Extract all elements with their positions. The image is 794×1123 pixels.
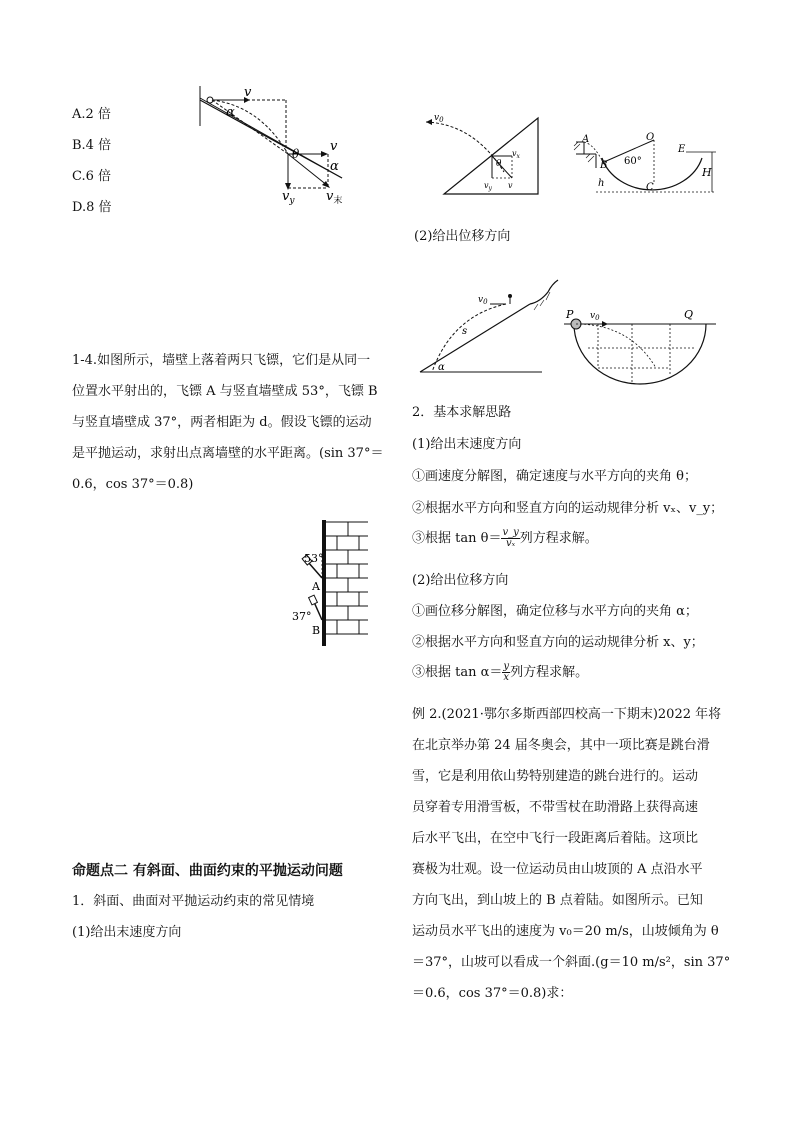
section-2-title: 命题点二 有斜面、曲面约束的平抛运动问题	[72, 863, 343, 879]
label-theta-incline: θ	[496, 159, 502, 169]
label-semi-q: Q	[684, 308, 694, 321]
example-line-4: 员穿着专用滑雪板，不带雪杖在助滑路上获得高速	[412, 800, 699, 815]
label-v-incline: v	[508, 181, 513, 190]
problem-line-2: 位置水平射出的，飞镖 A 与竖直墙壁成 53°，飞镖 B	[72, 384, 378, 399]
basic-s2: ②根据水平方向和竖直方向的运动规律分析 vₓ、v_y；	[412, 501, 724, 516]
section-2-sub1: 1．斜面、曲面对平抛运动约束的常见情境	[72, 894, 315, 909]
example-line-3: 雪，它是利用依山势特别建造的跳台进行的。运动	[412, 769, 699, 784]
basic-s3: ③根据 tan θ＝ $\frac{v\_y}{\text{vₓ}}$ 列方程求解。	[412, 527, 598, 549]
example-line-1: 例 2.(2021·鄂尔多斯西部四校高一下期末)2022 年将	[412, 707, 722, 722]
label-alpha2: α	[330, 159, 339, 174]
label-b: B	[312, 624, 321, 637]
label-bowl-60: 60°	[624, 156, 642, 167]
basic-p1: (1)给出末速度方向	[412, 437, 522, 452]
label-v-top: v	[244, 85, 252, 100]
figure-wall-darts	[292, 518, 372, 648]
label-v0: $v_0$	[434, 113, 444, 124]
figure-velocity-incline	[190, 86, 360, 206]
label-37: 37°	[292, 610, 312, 623]
basic-s1: ①画速度分解图，确定速度与水平方向的夹角 θ；	[412, 469, 697, 484]
problem-line-1: 1-4.如图所示，墙壁上落着两只飞镖，它们是从同一	[72, 353, 371, 368]
label-bowl-c: C	[646, 182, 654, 193]
basic-p2: (2)给出位移方向	[412, 573, 509, 588]
label-vy-incline: $v_y$	[484, 181, 492, 192]
basic-t1: ①画位移分解图，确定位移与水平方向的夹角 α；	[412, 604, 698, 619]
option-a: A.2 倍	[72, 107, 111, 122]
example-line-5: 后水平飞出，在空中飞行一段距离后着陆。这项比	[412, 831, 699, 846]
label-alpha: α	[226, 105, 235, 120]
label-bowl-e: E	[678, 144, 686, 155]
section-2-sub1a: (1)给出末速度方向	[72, 925, 182, 940]
label-slope-s: s	[462, 326, 468, 337]
label-v-right: v	[330, 139, 338, 154]
label-bowl-o: O	[646, 132, 655, 143]
label-semi-v0: $v_0$	[590, 311, 600, 322]
label-bowl-b: B	[600, 160, 608, 171]
label-bowl-big-h: H	[702, 166, 712, 179]
example-line-2: 在北京举办第 24 届冬奥会，其中一项比赛是跳台滑	[412, 738, 710, 753]
option-d: D.8 倍	[72, 200, 112, 215]
problem-line-3: 与竖直墙壁成 37°，两者相距为 d。假设飞镖的运动	[72, 415, 372, 430]
problem-line-5: 0.6，cos 37°＝0.8)	[72, 477, 194, 492]
problem-line-4: 是平抛运动，求射出点离墙壁的水平距离。(sin 37°＝	[72, 446, 384, 461]
label-vy: $v_y$	[282, 189, 295, 206]
label-bowl-h: h	[598, 178, 605, 189]
label-vend: $v_末$	[326, 189, 343, 206]
label-bowl-a: A	[582, 134, 590, 145]
figure-semicircle	[560, 308, 720, 398]
label-semi-p: P	[566, 308, 574, 321]
option-c: C.6 倍	[72, 169, 112, 184]
basic-t3: ③根据 tan α＝ $\frac{y}{x}$ 列方程求解。	[412, 661, 589, 683]
label-theta: θ	[292, 147, 300, 161]
label-53: 53°	[304, 552, 324, 565]
example-line-6: 赛极为壮观。设一位运动员由山坡顶的 A 点沿水平	[412, 862, 703, 877]
basic-t2: ②根据水平方向和竖直方向的运动规律分析 x、y；	[412, 635, 704, 650]
right-sub2: (2)给出位移方向	[414, 229, 511, 244]
label-slope-alpha: α	[438, 362, 445, 373]
label-a: A	[312, 580, 320, 593]
example-line-10: ＝0.6，cos 37°＝0.8)求：	[412, 986, 573, 1001]
figure-incline-velocity	[414, 112, 544, 202]
option-b: B.4 倍	[72, 138, 112, 153]
label-slope-v0: $v_0$	[478, 295, 488, 306]
example-line-8: 运动员水平飞出的速度为 v₀＝20 m/s，山坡倾角为 θ	[412, 924, 719, 939]
figure-bowl	[566, 130, 726, 200]
label-vx: $v_x$	[512, 149, 520, 160]
example-line-7: 方向飞出，到山坡上的 B 点着陆。如图所示。已知	[412, 893, 703, 908]
example-line-9: ＝37°，山坡可以看成一个斜面.(g＝10 m/s²，sin 37°	[412, 955, 731, 970]
figure-slope-jumper	[412, 276, 562, 376]
basic-title: 2．基本求解思路	[412, 405, 512, 420]
